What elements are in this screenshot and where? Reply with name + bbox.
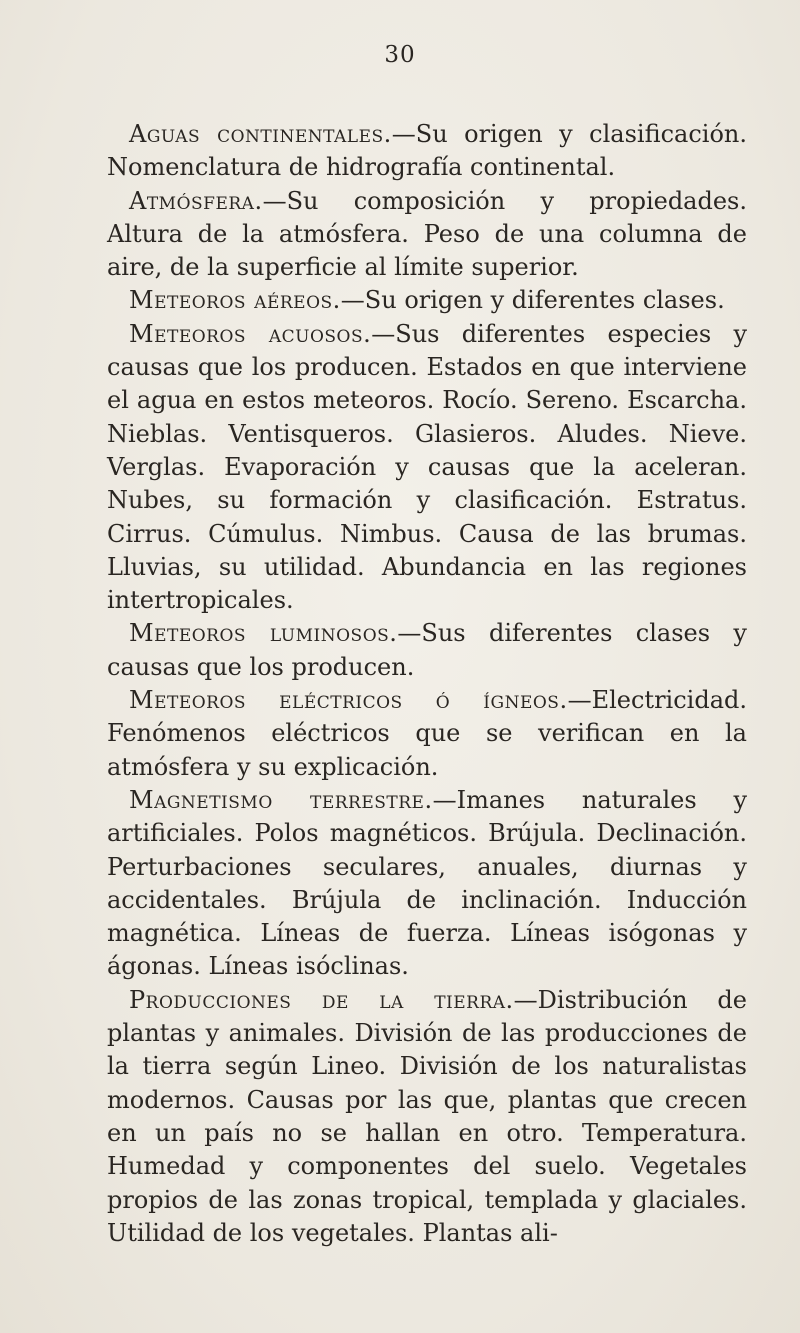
paragraph-text: —Sus diferentes especies y causas que los producen. Estados en que interviene el agua en estos meteoros. Rocío. Sereno. Escarcha. Nieblas. Ventisqueros. Glasieros. Aludes. Nieve. Verglas. Evaporación y causas que la aceleran. Nubes, su formación y clasificación. Estratus. Cirrus. Cúmulus. Nimbus. Causa de las brumas. Lluvias, su utilidad. Abundancia en las regiones intertropicales. [107,319,747,615]
paragraph-heading: Magnetismo terrestre. [129,785,433,814]
paragraph-producciones-tierra [107,984,747,1250]
paragraph-atmosfera [107,185,747,285]
paragraph-heading: Aguas continentales. [129,120,392,148]
paragraph-heading: Meteoros aéreos. [129,286,341,315]
paragraph-text: —Sus diferentes clases y causas que los producen. [107,619,747,681]
paragraph-heading: Meteoros eléctricos ó ígneos. [129,686,568,715]
paragraph-text: —Su origen y diferentes clases. [340,286,725,315]
paragraph-heading: Producciones de la tierra. [129,985,514,1014]
paragraph-heading: Meteoros acuosos. [129,319,372,348]
paragraph-text: —Electricidad. Fenómenos eléctricos que se verifican en la atmósfera y su explicación. [107,686,747,781]
paragraph-meteoros-acuosos [107,318,747,618]
paragraph-heading: Meteoros luminosos. [129,619,398,648]
paragraph-text: —Su origen y clasificación. Nomenclatura de hidrografía continental. [107,120,747,182]
paragraph-text: —Su composición y propiedades. Altura de la atmósfera. Peso de una columna de aire, de la superficie al límite superior. [107,186,747,282]
paragraph-heading: Atmósfera. [129,186,263,215]
paragraph-meteoros-luminosos [107,617,747,684]
paragraph-magnetismo-terrestre [107,784,747,984]
page-number: 30 [384,42,416,68]
paragraph-meteoros-aereos [107,284,747,317]
body-text [107,118,747,1250]
paragraph-aguas-continentales [107,118,747,185]
paragraph-text: —Imanes naturales y artificiales. Polos magnéticos. Brújula. Declinación. Perturbaciones seculares, anuales, diurnas y accidentales. Brújula de inclinación. Inducción magnética. Líneas de fuerza. Líneas isógonas y ágonas. Líneas isóclinas. [107,785,747,981]
paragraph-meteoros-electricos [107,684,747,784]
paragraph-text: —Distribución de plantas y animales. División de las producciones de la tierra según Lineo. División de los naturalistas modernos. Causas por las que, plantas que crecen en un país no se hallan en otro. Temperatura. Humedad y componentes del suelo. Vegetales propios de las zonas tropical, templada y glaciales. Utilidad de los vegetales. Plantas ali- [107,985,747,1247]
